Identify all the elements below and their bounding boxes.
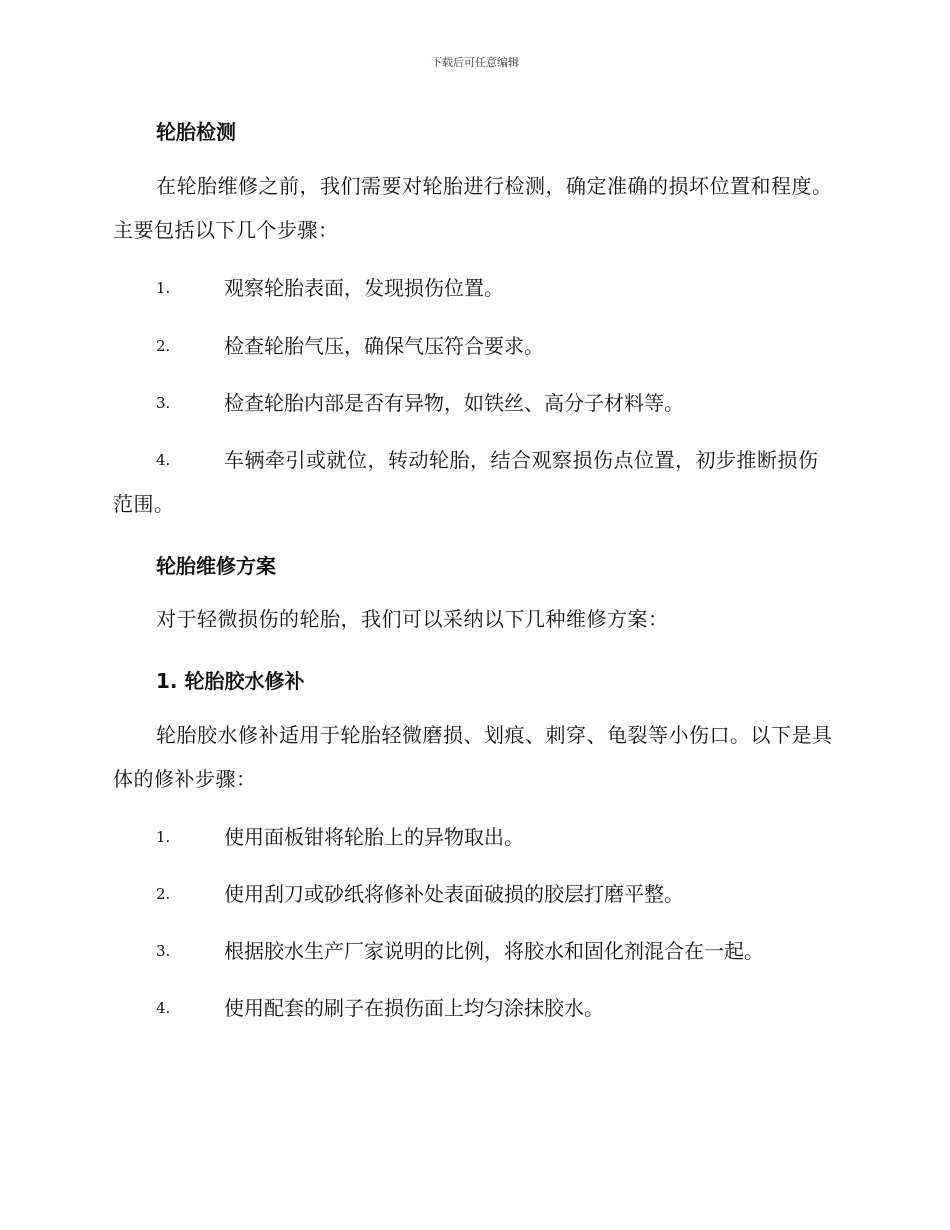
list-number: 2. [156,885,171,903]
list-number: 4. [156,999,171,1017]
list-item [113,986,833,1030]
list-item [113,324,833,368]
list-text: 使用配套的刷子在损伤面上均匀涂抹胶水。 [224,996,604,1020]
heading-repair-plan: 轮胎维修方案 [156,554,276,578]
list-text: 检查轮胎内部是否有异物，如铁丝、高分子材料等。 [224,391,684,415]
list-text: 根据胶水生产厂家说明的比例，将胶水和固化剂混合在一起。 [224,939,764,963]
list-item [113,438,833,526]
list-number: 4. [156,451,171,469]
list-text: 检查轮胎气压，确保气压符合要求。 [224,334,544,358]
list-number: 3. [156,394,171,412]
list-text: 车辆牵引或就位，转动轮胎，结合观察损伤点位置，初步推断损伤范围。 [113,448,819,516]
list-item [113,381,833,425]
list-item [113,266,833,310]
list-number: 2. [156,337,171,355]
list-item [113,815,833,859]
heading-glue-repair: 1. 轮胎胶水修补 [156,669,305,693]
paragraph-detection-intro: 在轮胎维修之前，我们需要对轮胎进行检测，确定准确的损坏位置和程度。主要包括以下几个步骤： [113,174,833,242]
list-text: 使用刮刀或砂纸将修补处表面破损的胶层打磨平整。 [224,882,684,906]
paragraph-glue-intro: 轮胎胶水修补适用于轮胎轻微磨损、划痕、刺穿、龟裂等小伤口。以下是具体的修补步骤： [113,723,833,791]
heading-tire-detection: 轮胎检测 [156,120,236,144]
list-number: 1. [156,828,171,846]
page-header: 下载后可任意编辑 [431,56,519,69]
list-number: 3. [156,942,171,960]
list-text: 观察轮胎表面，发现损伤位置。 [224,276,504,300]
list-text: 使用面板钳将轮胎上的异物取出。 [224,825,524,849]
paragraph-plan-intro: 对于轻微损伤的轮胎，我们可以采纳以下几种维修方案： [156,607,669,631]
list-item [113,929,833,973]
list-number: 1. [156,279,171,297]
list-item [113,872,833,916]
